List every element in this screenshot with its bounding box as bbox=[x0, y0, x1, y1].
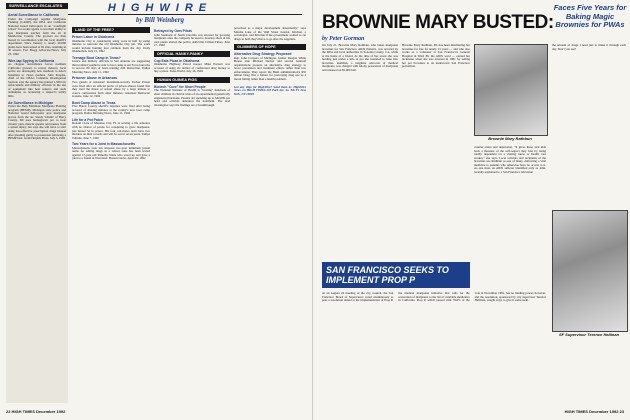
section-heading: OFFICIAL HANKY-PANKY bbox=[154, 51, 230, 57]
sidebar-item: Aerial Surveillance in California Under the Campaign Against Marijuana Planting (CAMP), the DEA and California National Guard helicopters in an "overflight school" for rookie agents to test their ability to spot marijuana patches from the air in Mendocino County. The growers are then busted in coordination with the local sheriff's department. Since January 1, nearly 20,000 plants have been seized at 65 sites, resulting in 30 arrests. Fort Bragg Advocate-News, July 23, 1992 bbox=[8, 13, 66, 57]
brownie-mary-photo bbox=[474, 44, 548, 136]
masthead-byline: by Bill Weinberg bbox=[136, 16, 184, 24]
right-folio: HIGH TIMES December 1992 23 bbox=[564, 409, 624, 414]
main-headline: BROWNIE MARY BUSTED: bbox=[322, 12, 554, 33]
section-heading: LAND OF THE FREE? bbox=[72, 27, 150, 33]
article: Two Years for a Joint in Massachusetts Massachusetts state law imposes two-year minimum prison terms for selling drugs in a school zone has been levied against 17-year-old Timothy Watts who stood up and gave a joint to a friend in Worcester. Boston Globe, April 29, 1992 bbox=[72, 142, 150, 161]
article-continued: perceived as a major development abnormality," says Marsha Lane of the Wall Street Journal. Kitchen, a sociologist, told him that if the government wanted to cut drugs in half, they'd have to go after the suppliers. bbox=[234, 27, 306, 41]
article: Prison Labor in Oklahoma Oklahoma City is considering using costs in half by using inmates to renovate the old Oklahoma City jail. The work would include hauling four cabinets from the city. Daily Oklahoman, July 15, 1992 bbox=[72, 35, 150, 54]
article: Biotech "Cure" for Short People The National Institute of Health is "treating" hundreds of short children in clinical trials of an experimental genetically engineered hormone. Parents are spending up to $40,000 per head and activists denounce the treatment. The lead investigator says the findings are a breakthrough. bbox=[154, 84, 230, 107]
left-page bbox=[0, 0, 313, 420]
headline-deck: Faces Five Years for Baking Magic Brownies for PWAs bbox=[553, 3, 627, 29]
article-byline: by Peter Gorman bbox=[322, 36, 365, 42]
photo2-caption: SF Supervisor Terence Hallinan bbox=[558, 332, 620, 337]
clips-notice: Got any clips for HighWire? Send them to: HighWire News c/o HIGH TIMES 235 Park Ave. So. 5th Fl. New York, NY 10003 bbox=[234, 84, 306, 96]
article: Cop Eats Pizza in Oklahoma Oklahoma Highway Patrol trooper Mike Puckett was accused of using six dollars of confiscated drug money to buy a pizza. Tulsa World, July 16, 1992 bbox=[154, 58, 230, 74]
sidebar-heading: SURVEILLANCE ESCALATES bbox=[6, 3, 68, 9]
sub-headline: SAN FRANCISCO SEEKS TO IMPLEMENT PROP P bbox=[322, 262, 470, 288]
article-column-1: On July 21, Brownie Mary Rathbun, who bakes marijuana brownies for San Francisco AIDS Patients, was arrested by the DEA and local authorities in Sonoma County, CA, while at the home of a friend. At the time of her arrest she was holding just under a kilo of pot she intended to bake into brownies. Rathbun, a longtime advocate of medical marijuana, was charged with felony possession of marijuana and released on $5,000 bail. bbox=[322, 44, 398, 72]
sidebar-list bbox=[6, 9, 68, 143]
hallinan-photo bbox=[552, 210, 628, 332]
article: Boot Camp Abuse in Texas Five Harris County sheriff's deputies were fired after being accused of abusing inmates at the county's new boot camp program. Dallas Morning News, June 11, 1992 bbox=[72, 100, 150, 116]
left-folio: 22 HIGH TIMES December 1992 bbox=[6, 409, 66, 414]
column-hanky-panky bbox=[154, 27, 230, 407]
section-heading: GLIMMERS OF HOPE bbox=[234, 44, 306, 50]
right-page bbox=[316, 0, 630, 420]
article-column-3: counter stress and depression. "It gives these sick kids back a measure of the self-respect they lose by being totally dependent on a visiting nurse or health care worker," she says. Local activists and recipients of the brownies see Rathbun as one of many, delivering a vital medicine to patients who otherwise have no access to it. As one man, an AIDS sufferer identified only as John, recently explained to a San Francisco television bbox=[474, 146, 546, 174]
section-heading: HUMAN GUINEA PIGS bbox=[154, 77, 230, 83]
sidebar-item: Air Surveillance in Michigan Under the Help Eliminate Marijuana Planting program (HEMP), Michigan state police and National Guard helicopters spot marijuana groves from the air. Sandy Schultz of Barry County, MI uses homegrown pot to treat chronic pain, muscle spasms and nausea from a spinal injury, but says she will have to start using less-effective prescription drugs instead after pleading guilty to possession following a HEMP bust. Grand Rapids Press, July 3, 1992 bbox=[8, 100, 66, 141]
article: Alternative Drug Strategy Proposed Rep. John Conyers of Michigan, former Reagan White House aide Michael Deaver and several national organizations propose an alternative drug strategy to boost prevention and treatment efforts rather than law enforcement. They report the Bush administration's $35 billion Drug War a failure for portraying drug use as a moral failing rather than a health problem. bbox=[234, 52, 306, 82]
article-column-4: the amount of drugs I need just to make it through each day. Don't you see? bbox=[552, 44, 626, 51]
article-column-2: Brownie Mary Rathbun, 68, has been distributing her brownies for free for nearly 15 years — and who also works as a volunteer at San Francisco's General Hospital in Ward 86, the AIDS ward — earned her nickname when she was arrested in 1981 for selling her pot brownies to an undercover San Francisco policeman. bbox=[402, 44, 470, 69]
column-land-of-the-free bbox=[72, 27, 150, 407]
column-glimmers bbox=[234, 27, 306, 407]
sidebar-item: Wire-tap Spying in California As chopper surveillance forces northern California growers to retreat indoors, local police are developing new methods to detect basement or closet gardens. John Peoples, chief of the DEA's Cannabis Investigation Section, says the agency has trained 1,500 law enforcement and military officials in the use of equipment like heat sensors and such techniques as reviewing a suspect's utility bills. bbox=[8, 58, 66, 99]
article: Teenage Boot Camp in Texas? Justice and military officials in San Antonio are suggesting that troubled youths be sent to boot camp at Air Force barracks to recover 80 days of basic-training drill instruction. Dallas Morning News, July 11, 1992 bbox=[72, 55, 150, 74]
sidebar-surveillance bbox=[6, 3, 68, 403]
photo-caption: Brownie Mary Rathbun bbox=[488, 136, 532, 141]
sub-article: At an August 24 meeting of the city council, the San Francisco Board of Supervisors voted unanimously to pass a resolution aimed at the implementation of Prop P, the medical marijuana initiative that calls for the restoration of marijuana to the list of available medicines in California. Prop P, which passed with 79.6% of the vote in November 1991, has no binding power, however, and the resolution, sponsored by city supervisor Terence Hallinan, sought ways to give it some teeth. bbox=[322, 292, 546, 303]
article: Life for a Pot Patch Donald Clark of Manatee City, FL is serving a life sentence with no chance of parole for conspiring to grow marijuana, just turned 52 in prison. His four cell-mates don't have two murders on their records and will be out in seven years. Tampa Tribune, June 7, 1992 bbox=[72, 117, 150, 140]
masthead: HIGHWIRE bbox=[70, 2, 250, 14]
article: Betrayed by Own Pilots John Stanbuck of North Carolina was arrested for growing marijuana after the company he used to develop shots of his own plants alerted the police. Asheville Citizen-Times, June 17, 1992 bbox=[154, 29, 230, 48]
article: Prisoner Abuse in Arkansas Two guards at Arkansas' maximum-security Tucker Prison were fired after an official probe of prison abuses found that they used the threat of sexual abuse by a large inmate to coerce confessions from other inmates. Arkansas Democrat Gazette, June 12, 1992 bbox=[72, 76, 150, 99]
